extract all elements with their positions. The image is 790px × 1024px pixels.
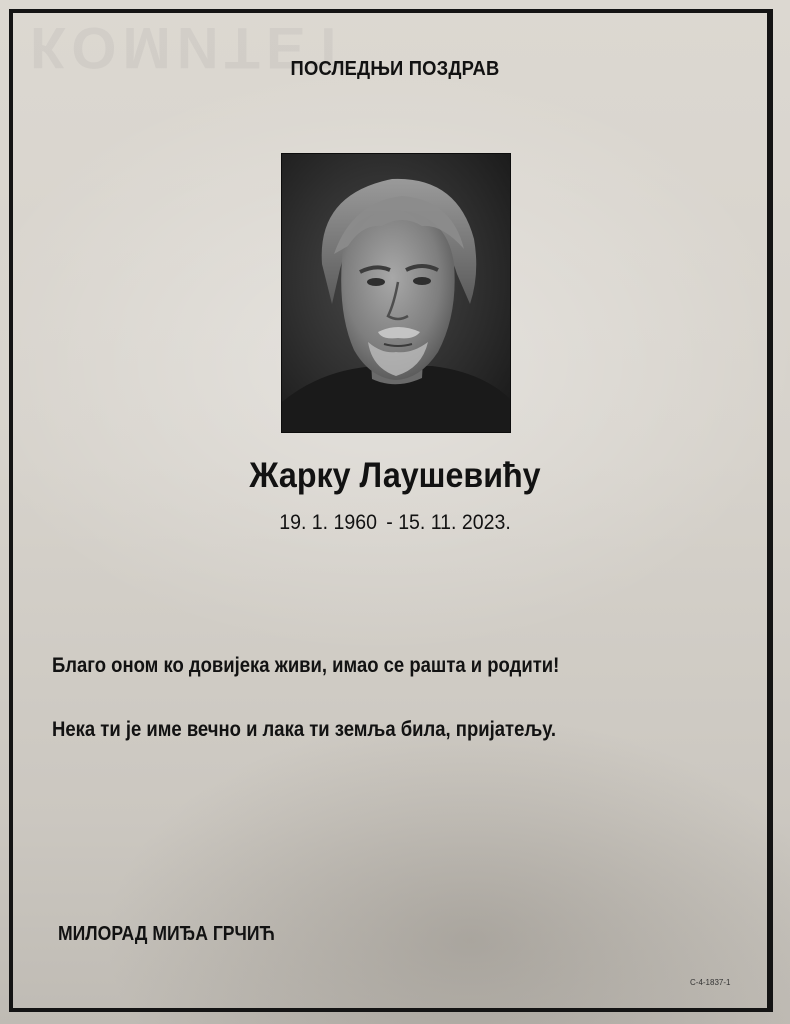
- birth-date: 19. 1. 1960: [279, 511, 377, 534]
- verse-line: Благо оном ко довијека живи, имао се рашта и родити!: [52, 654, 560, 677]
- life-dates: [28, 511, 763, 535]
- ad-code: С-4-1837-1: [690, 978, 731, 987]
- verse-line: Нека ти је име вечно и лака ти земља била, пријатељу.: [52, 718, 557, 741]
- signature: МИЛОРАД МИЂА ГРЧИЋ: [58, 923, 275, 945]
- show-through-print: КОМИТЕТ: [30, 15, 353, 80]
- deceased-name: Жарку Лаушевићу: [249, 456, 541, 495]
- death-date: - 15. 11. 2023.: [386, 511, 511, 534]
- notice-heading: ПОСЛЕДЊИ ПОЗДРАВ: [290, 58, 500, 80]
- portrait-photo: [281, 153, 511, 433]
